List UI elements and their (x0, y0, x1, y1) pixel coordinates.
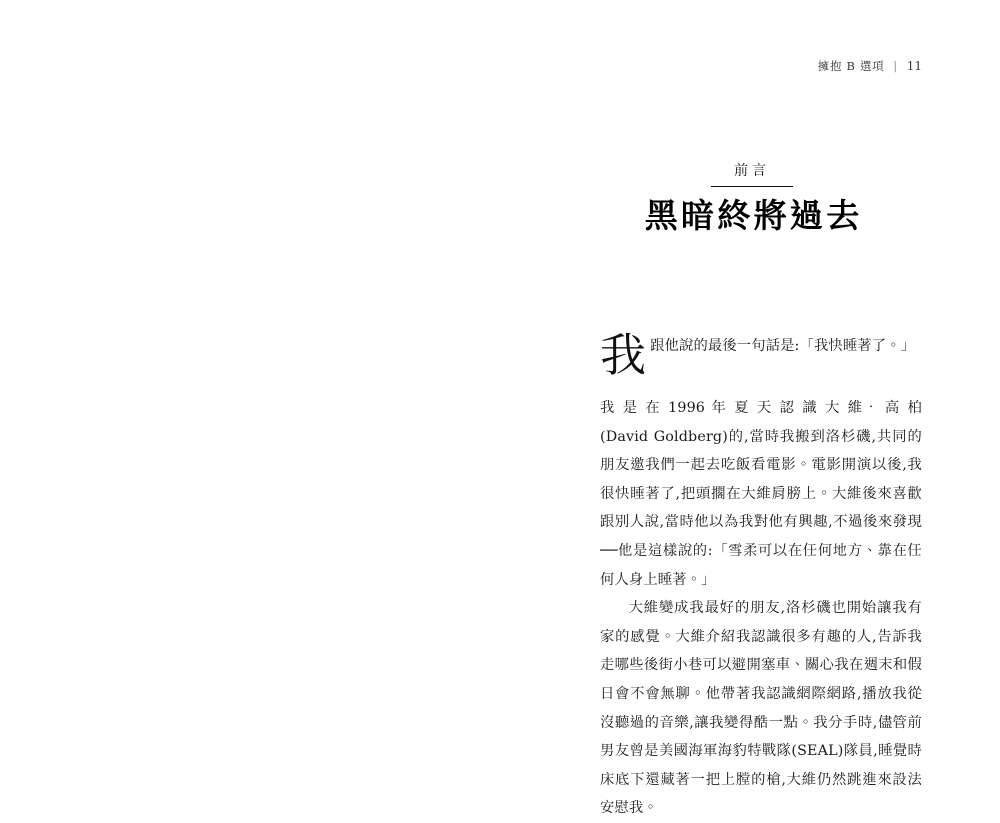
paragraph-friendship: 大維變成我最好的朋友,洛杉磯也開始讓我有家的感覺。大維介紹我認識很多有趣的人,告訴我走哪些後街小巷可以避開塞車、關心我在週末和假日會不會無聊。他帶著我認識網際網路,播放我從沒聽過的音樂,讓我變得酷一點。我分手時,儘管前男友曾是美國海軍海豹特戰隊(SEAL)隊員,睡覺時床底下還藏著一把上膛的槍,大維仍然跳進來設法安慰我。 (600, 600, 922, 817)
paragraph-opening (600, 328, 922, 394)
chapter-rule-divider (711, 186, 793, 187)
chapter-eyebrow-label: 前言 (734, 163, 770, 179)
paragraph-meeting-dave: 我 是 在 1996 年 夏 天 認 識 大 維‧ 高 柏(David Goldberg)的,當時我搬到洛杉磯,共同的朋友邀我們一起去吃飯看電影。電影開演以後,我很快睡著了,把頭擱在大維肩膀上。大維後來喜歡跟別人說,當時他以為我對他有興趣,不過後來發現──他是這樣說的:「雪柔可以在任何地方、靠在任何人身上睡著。」 (600, 400, 922, 588)
running-head (818, 58, 922, 74)
paragraph-opening-text: 跟他說的最後一句話是:「我快睡著了。」 (650, 338, 916, 354)
body-text-column (600, 328, 922, 823)
running-head-book-title: 擁抱 B 選項 (817, 59, 885, 73)
running-head-separator: | (893, 59, 898, 72)
chapter-title: 黑暗終將過去 (644, 196, 863, 235)
chapter-heading-block (582, 160, 922, 238)
page-number: 11 (906, 59, 922, 73)
drop-cap-character: 我 (600, 328, 647, 382)
